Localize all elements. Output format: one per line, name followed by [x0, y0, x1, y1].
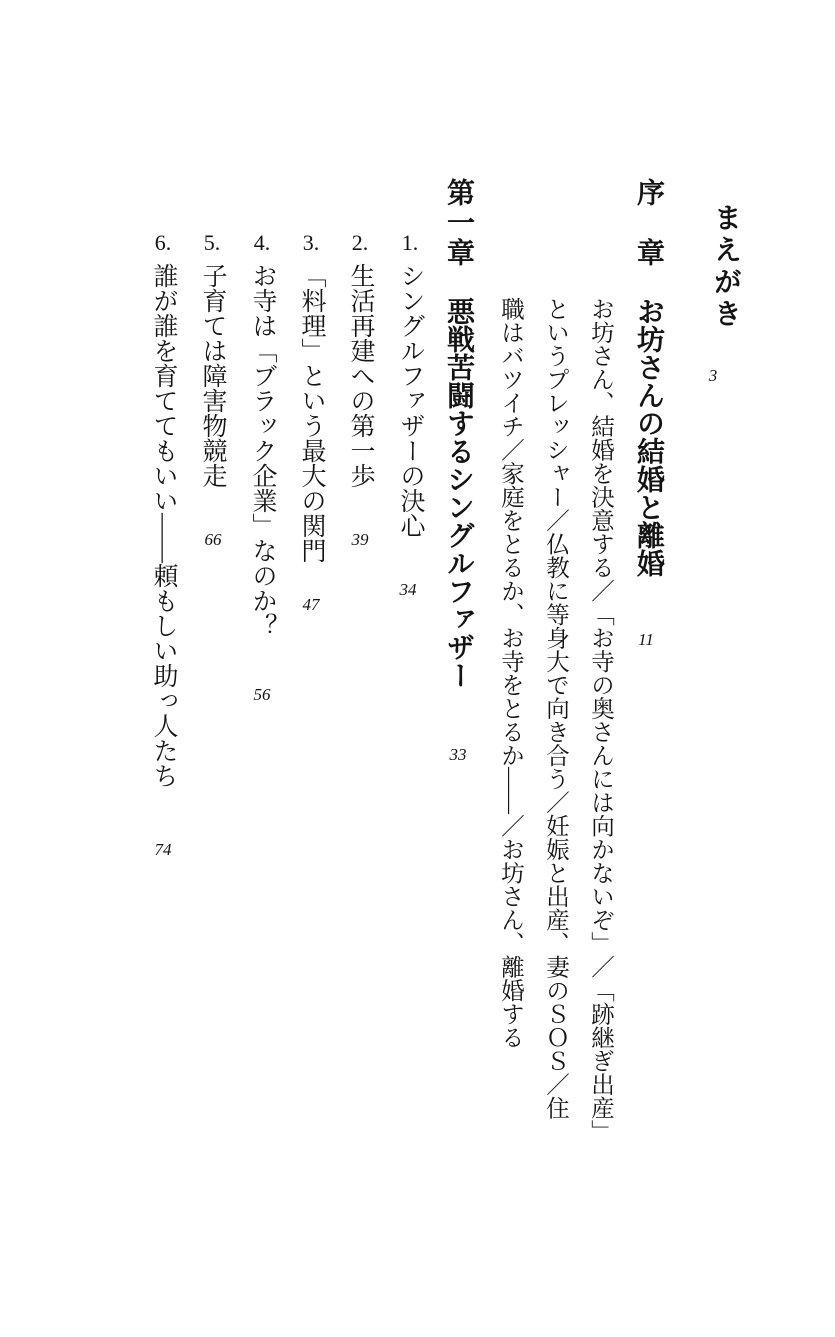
section-page-number: 74 [154, 840, 172, 859]
section-number: 2. [351, 230, 369, 255]
prologue-summary-line: 職はバツイチ／家庭をとるか、お寺をとるか――／お坊さん、離婚する [497, 297, 523, 1049]
prologue-summary-line: お坊さん、結婚を決意する／「お寺の奥さんには向かないぞ」／「跡継ぎ出産」 [587, 297, 613, 1143]
section-page-number: 34 [399, 580, 417, 599]
prologue-page-number: 11 [638, 630, 654, 649]
section-title: シングルファザーの決心 [397, 263, 424, 538]
section-page-number: 47 [302, 595, 320, 614]
preface-page-number: 3 [708, 366, 718, 385]
section-title: お寺は「ブラック企業」なのか？ [249, 263, 276, 638]
preface-title: まえがき [710, 203, 741, 331]
section-number: 6. [154, 230, 172, 255]
section-page-number: 66 [204, 530, 222, 549]
prologue-label: 序 章 [633, 178, 664, 268]
chapter-label: 第一章 [443, 178, 474, 268]
prologue-summary-line: というプレッシャー／仏教に等身大で向き合う／妊娠と出産、妻のＳＯＳ／住 [542, 297, 568, 1120]
section-number: 1. [401, 230, 419, 255]
chapter-page-number: 33 [449, 745, 467, 764]
section-number: 5. [203, 230, 221, 255]
prologue-title: お坊さんの結婚と離婚 [633, 297, 664, 577]
section-number: 4. [253, 230, 271, 255]
section-title: 子育ては障害物競走 [199, 263, 226, 488]
chapter-title: 悪戦苦闘するシングルファザー [443, 297, 474, 689]
section-title: 誰が誰を育ててもいい――頼もしい助っ人たち [150, 263, 177, 788]
section-number: 3. [302, 230, 320, 255]
section-title: 「料理」という最大の関門 [298, 263, 325, 563]
section-title: 生活再建への第一歩 [347, 263, 374, 488]
section-page-number: 56 [253, 685, 271, 704]
section-page-number: 39 [351, 530, 369, 549]
